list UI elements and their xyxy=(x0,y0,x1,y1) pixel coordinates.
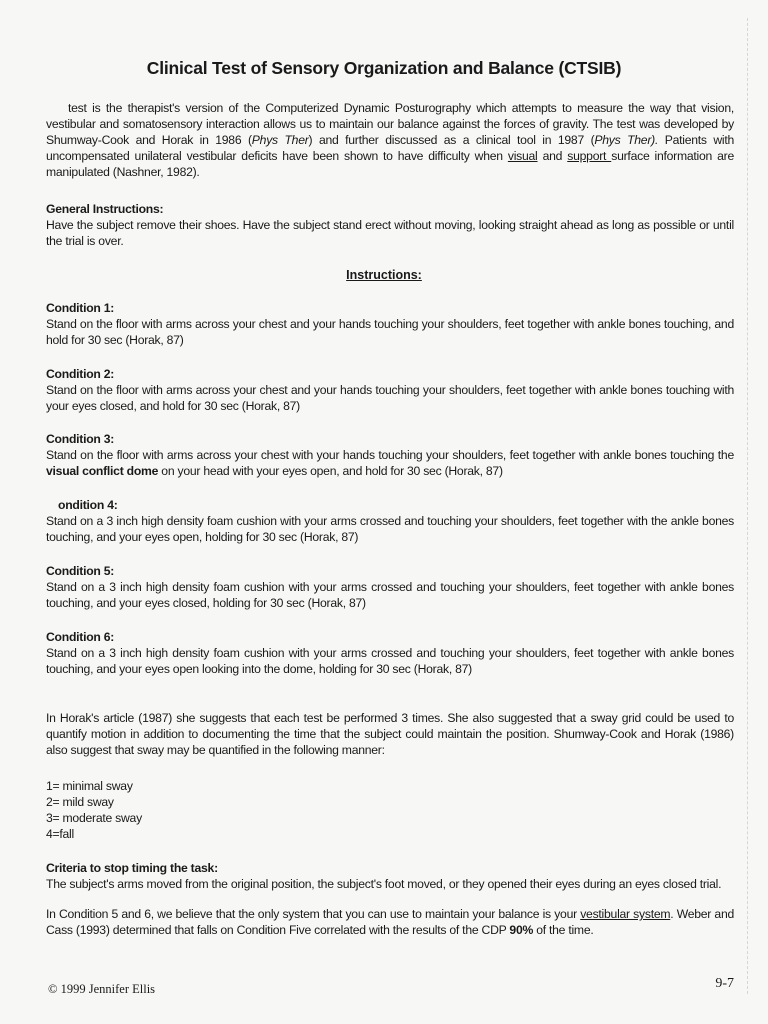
condition-text: on your head with your eyes open, and hold for 30 sec (Horak, 87) xyxy=(158,464,503,478)
condition-text: Stand on the floor with arms across your chest and your hands touching your shoulders, feet together with ankle bones touching, and hold for 30 sec (Horak, 87) xyxy=(46,317,734,347)
condition-3 xyxy=(46,431,734,479)
intro-text-4: surface information are manipulated (Nashner, 1982). xyxy=(46,149,735,179)
condition-text: Stand on a 3 inch high density foam cushion with your arms crossed and touching your shoulders, feet together with ankle bones touching, and your eyes open looking into the dome, holding for 30 sec (Horak, 87) xyxy=(46,646,734,676)
condition-heading: Condition 2: xyxy=(46,367,115,381)
closing-text-2: . Weber and Cass (1993) determined that falls on Condition Five correlated with the results of the CDP xyxy=(46,907,734,937)
sway-scale-item: 1= minimal sway xyxy=(46,779,133,793)
condition-5 xyxy=(46,563,734,611)
intro-support: support xyxy=(567,149,612,163)
general-instructions xyxy=(46,201,734,249)
condition-1 xyxy=(46,300,734,348)
condition-4 xyxy=(46,497,734,545)
sway-scale-item: 2= mild sway xyxy=(46,795,114,809)
page-number: 9-7 xyxy=(715,976,734,991)
closing-text-3: of the time. xyxy=(533,923,594,937)
copyright-footer: © 1999 Jennifer Ellis xyxy=(48,982,156,996)
condition-heading: Condition 5: xyxy=(46,564,115,578)
condition-heading: ondition 4: xyxy=(58,498,118,512)
general-instructions-heading: General Instructions: xyxy=(46,202,164,216)
closing-text-1: In Condition 5 and 6, we believe that the only system that you can use to maintain your balance is your xyxy=(46,907,581,921)
intro-text-3: Patients with uncompensated unilateral vestibular deficits have been shown to have difficulty when xyxy=(46,133,735,163)
condition-2 xyxy=(46,366,734,414)
condition-text: Stand on the floor with arms across your chest with your hands touching your shoulders, feet together with ankle bones touching the xyxy=(46,448,734,462)
intro-and: and xyxy=(537,149,568,163)
intro-visual: visual xyxy=(507,149,538,163)
condition-text: Stand on a 3 inch high density foam cushion with your arms crossed and touching your shoulders, feet together with the ankle bones touching, and your eyes open, holding for 30 sec (Horak, 87) xyxy=(46,514,734,544)
condition-heading: Condition 3: xyxy=(46,432,115,446)
sway-scale-item: 4=fall xyxy=(46,827,74,841)
instructions-heading: Instructions: xyxy=(346,268,422,282)
criteria-section xyxy=(46,860,734,892)
condition-text: Stand on a 3 inch high density foam cushion with your arms crossed and touching your shoulders, feet together with ankle bones touching, and your eyes closed, holding for 30 sec (Horak, 87) xyxy=(46,580,734,610)
vestibular-system: vestibular system xyxy=(580,907,671,921)
condition-text: Stand on the floor with arms across your chest and your hands touching your shoulders, feet together with ankle bones touching with your eyes closed, and hold for 30 sec (Horak, 87) xyxy=(46,383,734,413)
condition-heading: Condition 1: xyxy=(46,301,115,315)
criteria-heading: Criteria to stop timing the task: xyxy=(46,861,218,875)
scan-edge-line xyxy=(747,18,748,994)
document-title: Clinical Test of Sensory Organization and Balance (CTSIB) xyxy=(146,58,622,78)
closing-paragraph xyxy=(46,906,734,938)
intro-journal-1: Phys Ther xyxy=(251,133,309,147)
criteria-text: The subject's arms moved from the original position, the subject's foot moved, or they opened their eyes during an eyes closed trial. xyxy=(46,877,722,891)
sway-scale-list xyxy=(46,778,734,842)
horak-paragraph: In Horak's article (1987) she suggests that each test be performed 3 times. She also suggested that a sway grid could be used to quantify motion in addition to documenting the time that the subject could maintain the position. Shumway-Cook and Horak (1986) also suggest that sway may be quantified in the following manner: xyxy=(46,711,734,757)
intro-text-2: ) and further discussed as a clinical tool in 1987 ( xyxy=(308,133,595,147)
condition-6 xyxy=(46,629,734,677)
intro-paragraph xyxy=(46,100,734,180)
percent-90: 90% xyxy=(509,923,534,937)
general-instructions-text: Have the subject remove their shoes. Have the subject stand erect without moving, looking straight ahead as long as possible or until the trial is over. xyxy=(46,218,734,248)
visual-conflict-dome: visual conflict dome xyxy=(46,464,159,478)
intro-journal-2: Phys Ther). xyxy=(594,133,659,147)
condition-heading: Condition 6: xyxy=(46,630,115,644)
sway-scale-item: 3= moderate sway xyxy=(46,811,142,825)
intro-text-1: test is the therapist's version of the Computerized Dynamic Posturography which attempts to measure the way that vision, vestibular and somatosensory interaction allows us to maintain our balance against the forces of gravity. The test was developed by Shumway-Cook and Horak in 1986 ( xyxy=(46,101,734,147)
